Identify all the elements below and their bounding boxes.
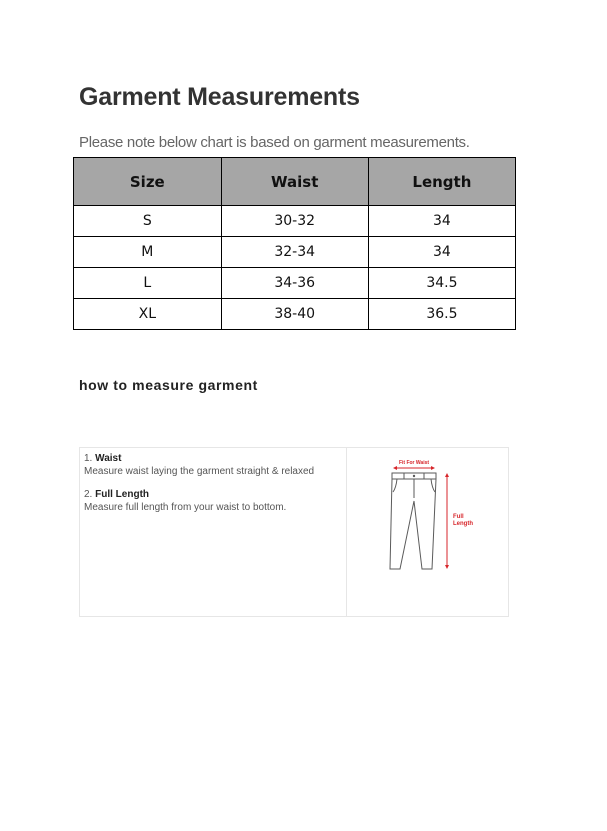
instruction-full-length [84,488,314,514]
cell-waist: 32-34 [221,237,368,268]
panel-divider [346,448,347,616]
column-header-length: Length [368,158,515,206]
measure-guide-panel [79,447,509,617]
cell-waist: 38-40 [221,299,368,330]
waist-label: Fit For Waist [398,460,430,466]
instruction-description: Measure full length from your waist to bottom. [84,502,287,513]
instruction-description: Measure waist laying the garment straight & relaxed [84,466,315,477]
cell-size: L [74,268,222,299]
pants-outline [390,473,436,569]
table-row [74,206,516,237]
cell-waist: 30-32 [221,206,368,237]
how-to-measure-heading: how to measure garment [79,377,258,393]
length-label-line1: Full [453,514,464,520]
instruction-title: Full Length [95,489,150,500]
cell-length: 34 [368,237,515,268]
length-arrow [445,473,449,569]
cell-size: M [74,237,222,268]
instruction-title: Waist [95,453,122,464]
column-header-waist: Waist [221,158,368,206]
chart-note: Please note below chart is based on garment measurements. [79,134,470,151]
page-title: Garment Measurements [79,83,360,111]
instruction-number: 1. [84,453,93,464]
cell-length: 34 [368,206,515,237]
table-header-row [74,158,516,206]
cell-size: XL [74,299,222,330]
cell-length: 36.5 [368,299,515,330]
cell-waist: 34-36 [221,268,368,299]
waist-arrow [393,466,435,470]
measure-instructions [84,452,314,524]
column-header-size: Size [74,158,222,206]
table-row [74,299,516,330]
instruction-number: 2. [84,489,93,500]
pants-diagram [380,456,500,588]
cell-size: S [74,206,222,237]
table-row [74,268,516,299]
cell-length: 34.5 [368,268,515,299]
length-label-line2: Length [453,521,473,527]
instruction-waist [84,452,314,478]
button-icon [413,475,415,477]
table-row [74,237,516,268]
size-chart-table [73,157,516,330]
